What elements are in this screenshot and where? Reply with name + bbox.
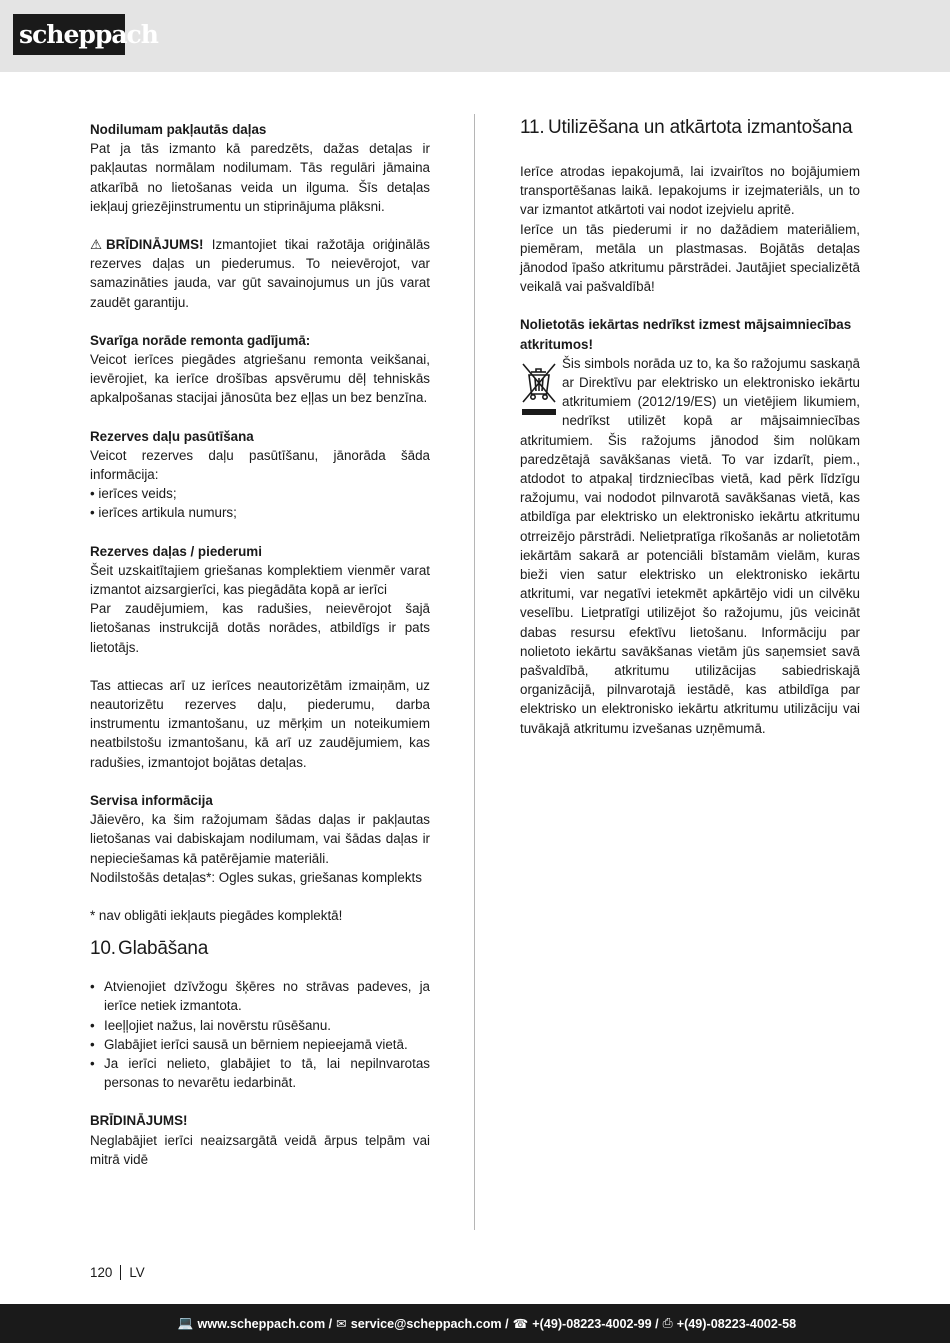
accessories-liability-text: Par zaudējumiem, kas radušies, neievērojot šajā lietošanas instrukcijā dotās norādes, atbildīgs ir pats lietotājs.: [90, 601, 430, 655]
service-wear-parts-text: Nodilstošās detaļas*: Ogles sukas, griešanas komplekts: [90, 869, 422, 885]
storage-warning: [90, 1111, 430, 1169]
order-text: Veicot rezerves daļu pasūtīšanu, jānorāda šāda informācija:: [90, 447, 430, 483]
footnote: * nav obligāti iekļauts piegādes komplektā!: [90, 907, 343, 923]
accessories-text: Šeit uzskaitītajiem griešanas komplektiem vienmēr varat izmantot aizsargierīci, kas piegādāta kopā ar ierīci: [90, 562, 430, 598]
storage-list: [90, 977, 430, 1092]
service-section: [90, 791, 430, 887]
page-language: LV: [129, 1265, 145, 1280]
disposal-section: [520, 162, 860, 296]
crossed-out-wheelie-bin-icon: [520, 358, 558, 420]
disposal-materials-text: Ierīce un tās piederumi ir no dažādiem materiāliem, piemēram, metāla un plastmasas. Bojātās detaļas jānodod īpašo atkritumu pārstrādei. Jautājiet specializētā veikalā vai pašvaldībā!: [520, 221, 860, 295]
brand-logo: scheppach: [13, 14, 125, 55]
repair-text: Veicot ierīces piegādes atgriešanu remonta veikšanai, ievērojiet, ka ierīce drošības apsvērumu dēļ tehniskās apkalpošanas stacijai jānosūta bez eļļas un bez benzīna.: [90, 352, 430, 406]
storage-number: 10.: [90, 938, 116, 960]
order-item: • ierīces veids;: [90, 486, 177, 502]
list-item: • Atvienojiet dzīvžogu šķēres no strāvas padeves, ja ierīce netiek izmantota.: [90, 979, 430, 1014]
warning-triangle-icon: ⚠: [90, 237, 103, 253]
column-divider: [474, 114, 475, 1230]
weee-section: [520, 315, 860, 737]
liability-text: Tas attiecas arī uz ierīces neautorizētām izmaiņām, uz neautorizētu rezerves daļu, piederumu, darba instrumentu izmantošanu, uz mērķim un noteikumiem neatbilstošu izmantošanu, kā arī uz zaudējumiem, kas radušies, izmantojot bojātas detaļas.: [90, 677, 430, 770]
storage-warning-label: BRĪDINĀJUMS!: [90, 1113, 188, 1129]
storage-title: [90, 939, 430, 959]
fax-icon: ⎙: [662, 1316, 673, 1330]
liability-section: [90, 676, 430, 772]
wear-parts-heading: Nodilumam pakļautās daļas: [90, 122, 267, 137]
repair-heading: Svarīga norāde remonta gadījumā:: [90, 332, 311, 348]
computer-icon: 💻: [177, 1316, 194, 1330]
list-item: • Ja ierīci nelieto, glabājiet to tā, lai nepilnvarotas personas to nevarētu iedarbināt.: [90, 1055, 430, 1091]
accessories-section: [90, 542, 430, 657]
wear-parts-text: Pat ja tās izmanto kā paredzēts, dažas detaļas ir pakļautas normālam nodilumam. Tās regulāri jāmaina atkarībā no lietošanas veida un ilguma. Šīs detaļas iekļauj griezējinstrumentu un stiprinājuma plāksni.: [90, 141, 430, 214]
service-heading: Servisa informācija: [90, 792, 213, 808]
telephone-icon: ☎: [512, 1317, 529, 1331]
disposal-title-text: Utilizēšana un atkārtota izmantošana: [548, 117, 853, 138]
footer-fax: +(49)-08223-4002-58: [676, 1316, 797, 1331]
order-heading: Rezerves daļu pasūtīšana: [90, 428, 254, 444]
service-text: Jāievēro, ka šim ražojumam šādas daļas ir pakļautas lietošanas vai dabiskajam nodilumam, vai šādas daļas ir nepieciešamas kā patērējamie materiāli.: [90, 812, 430, 866]
wear-parts-section: [90, 120, 430, 216]
storage-warning-text: Neglabājiet ierīci neaizsargātā veidā ārpus telpām vai mitrā vidē: [90, 1132, 430, 1167]
weee-heading: Nolietotās iekārtas nedrīkst izmest mājsaimniecības atkritumos!: [520, 317, 852, 352]
page-number: [90, 1265, 145, 1280]
page-number-separator: [120, 1265, 121, 1280]
disposal-text: Ierīce atrodas iepakojumā, lai izvairītos no bojājumiem transportēšanas laikā. Iepakojums ir izejmateriāls, un to var izmantot atkārtoti vai nodot izejvielu apritē.: [520, 164, 860, 218]
footer-phone: +(49)-08223-4002-99 /: [532, 1316, 659, 1331]
warning-text: Izmantojiet tikai ražotāja oriģinālās rezerves daļas un piederumus. To neievērojot, var samazināties jauda, var gūt savainojumus un jūs varat zaudēt garantiju.: [90, 237, 430, 310]
order-item: • ierīces artikula numurs;: [90, 505, 237, 521]
warning-label: BRĪDINĀJUMS!: [106, 237, 204, 253]
page-number-value: 120: [90, 1265, 113, 1280]
footer-website-link[interactable]: www.scheppach.com /: [197, 1316, 333, 1331]
right-column: [520, 118, 860, 738]
accessories-heading: Rezerves daļas / piederumi: [90, 543, 262, 559]
list-item: • Glabājiet ierīci sausā un bērniem nepieejamā vietā.: [90, 1036, 408, 1052]
order-section: [90, 427, 430, 523]
email-icon: ✉: [336, 1317, 347, 1331]
list-item: • Ieeļļojiet nažus, lai novērstu rūsēšanu.: [90, 1017, 332, 1033]
disposal-title: [520, 118, 860, 138]
header-bar: [0, 0, 950, 72]
weee-text: Šis simbols norāda uz to, ka šo ražojumu saskaņā ar Direktīvu par elektrisko un elektronisko iekārtu atkritumiem (2012/19/ES) un vietējiem likumiem, nedrīkst utilizēt kopā ar mājsaimniecības atkritumiem. Šis ražojums jānodod šim nolūkam paredzētajā savākšanas vietā. To var izdarīt, piem., atdodot to atpakaļ tirdzniecības vietā, kad pērk līdzīgu ražojumu, vai nododot pilnvarotā savākšanas vietā, kas atbildīga par elektrisko un elektronisko iekārtu atkritumu otrreizējo pārstrādi. Nelietpratīga rīkošanās ar nolietotām iekārtām sakarā ar potenciāli bīstamām vielām, kuras bieži vien satur elektrisko un elektronisko iekārtu atkritumi, var negatīvi ietekmēt apkārtējo vidi un cilvēku veselību. Lietpratīgi utilizējot šo ražojumu, jūs veicināt dabas resursu efektīvu lietošanu. Informāciju par nolietoto iekārtu savākšanas vietām jūs saņemsiet savā pašvaldībā, atkritumu utilizācijas sabiedriskajā organizācijā, pilnvarotajā iestādē, kas atbildīga par elektrisko un elektronisko iekārtu atkritumu utilizāciju vai tuvākajā atkritumu izvešanas uzņēmumā.: [520, 355, 860, 736]
repair-section: [90, 331, 430, 408]
footer-bar: [0, 1304, 950, 1343]
left-column: [90, 120, 430, 1169]
warning-section: [90, 235, 430, 312]
footer-email-link[interactable]: service@scheppach.com /: [350, 1316, 509, 1331]
storage-title-text: Glabāšana: [118, 938, 209, 960]
disposal-number: 11.: [520, 117, 545, 138]
